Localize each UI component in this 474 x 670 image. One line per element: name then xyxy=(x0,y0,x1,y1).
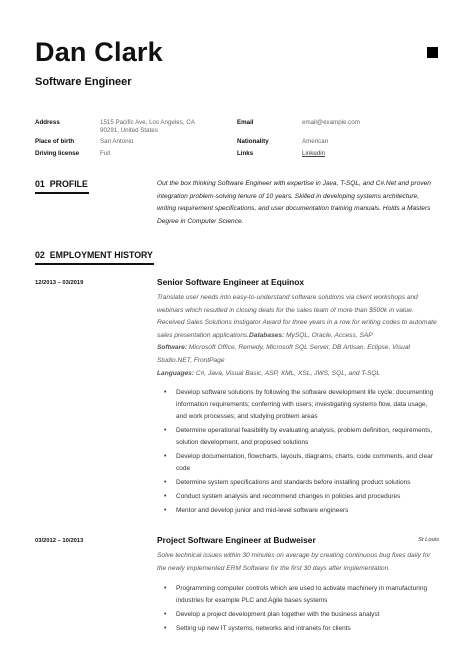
software-value: Microsoft Office, Remedy, Microsoft SQL Server, DB Artisan, Eclipse, Visual Studio.NET, FrontPage xyxy=(157,344,410,364)
employment-heading xyxy=(35,250,153,261)
address-label: Address xyxy=(35,119,60,126)
employment-number: 02 xyxy=(35,250,45,260)
job-title: Senior Software Engineer at Equinox xyxy=(157,277,305,287)
list-item: • Conduct system analysis and recommend changes in policies and procedures xyxy=(157,491,439,503)
candidate-name: Dan Clark xyxy=(35,37,163,67)
list-item: • Develop software solutions by following the software development life cycle: documenting information requirements; conferring with users; investigating systems flow, data usage, and work processes; and studying problem areas xyxy=(157,387,439,424)
list-item: • Determine operational feasibility by evaluating analysis, problem definition, requirements, solution development, and proposed solutions xyxy=(157,425,439,449)
candidate-job-title: Software Engineer xyxy=(35,76,132,88)
list-item: • Develop documentation, flowcharts, layouts, diagrams, charts, code comments, and clear code xyxy=(157,451,439,475)
languages-value: C#, Java, Visual Basic, ASP, XML, XSL, JWS, SQL, and T-SQL xyxy=(194,369,381,377)
employment-divider xyxy=(35,263,154,265)
email-value[interactable]: email@example.com xyxy=(302,119,360,126)
license-value: Full xyxy=(100,150,110,157)
employment-title: EMPLOYMENT HISTORY xyxy=(49,250,153,260)
job-bullet-list xyxy=(157,583,439,637)
profile-heading xyxy=(35,179,88,190)
databases-value: MySQL, Oracle, Access, SAP xyxy=(284,331,373,339)
job-location: St Louis xyxy=(418,537,439,543)
list-item: • Determine system specifications and standards before installing product solutions xyxy=(157,477,439,489)
email-label: Email xyxy=(237,119,254,126)
nationality-label: Nationality xyxy=(237,138,269,145)
job-summary: Solve technical issues within 30 minutes on average by creating continuous bug fixes daily for the newly implemented ERM Software for the first 30 days after implementation. xyxy=(157,552,431,572)
languages-label: Languages: xyxy=(157,369,195,377)
databases-label: Databases: xyxy=(249,331,285,339)
job-dates: 12/2013 – 03/2019 xyxy=(35,280,84,286)
list-item: • Programming computer controls which are used to activate machinery in manufacturing industries for example PLC and Agile bases systems xyxy=(157,583,439,607)
list-item: • Mentor and develop junior and mid-level software engineers xyxy=(157,505,439,517)
address-value: 1515 Pacific Ave, Los Angeles, CA 90291, United States xyxy=(100,119,195,134)
profile-number: 01 xyxy=(35,179,45,189)
profile-title: PROFILE xyxy=(49,179,88,189)
job-bullet-list xyxy=(157,387,439,519)
job-summary: Translate user needs into easy-to-understand software solutions via client workshops and webinars which resulted in closing deals for the sales team of more than $500k in value. Received Sales Solutions Instigator Award for three years in a row for writing codes to automate sales presentation applications. xyxy=(157,294,437,339)
linkedin-link[interactable]: Linkedin xyxy=(302,150,326,157)
list-item: • Develop a project development plan together with the business analyst xyxy=(157,609,439,621)
job-dates: 03/2012 – 10/2013 xyxy=(35,538,84,544)
birth-value: San Antonio xyxy=(100,138,134,145)
software-label: Software: xyxy=(157,344,188,352)
license-label: Driving license xyxy=(35,150,80,157)
job-description xyxy=(157,292,439,380)
profile-text: Out the box thinking Software Engineer with expertise in Java, T-SQL, and C#.Net and proven integration problem-solving tenure of 10 years. Skilled in developing systems architecture, writing requirement specifications, and user documentation training manuals. Holds a Masters Degree in Computer Science. xyxy=(157,180,431,225)
birth-label: Place of birth xyxy=(35,138,75,145)
job-title: Project Software Engineer at Budweiser xyxy=(157,535,316,545)
profile-divider xyxy=(35,192,89,194)
list-item: • Setting up new IT systems, networks and intranets for clients xyxy=(157,623,439,635)
decorative-square-icon xyxy=(427,47,438,58)
links-label: Links xyxy=(237,150,254,157)
nationality-value: American xyxy=(302,138,329,145)
